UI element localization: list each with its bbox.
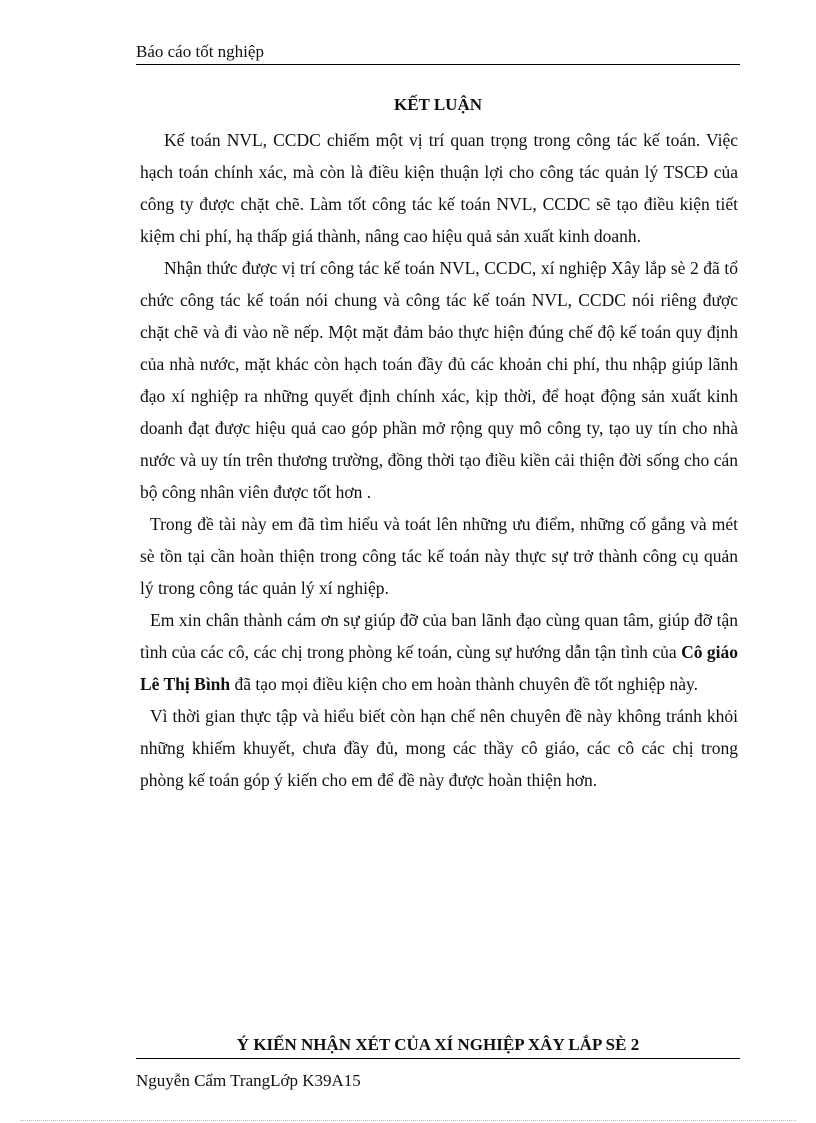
paragraph-3: Trong đề tài này em đã tìm hiểu và toát lên những ưu điểm, những cố gắng và mét sè tồn tại cần hoàn thiện trong công tác kế toán này thực sự trở thành công cụ quản lý trong công tác quản lý xí nghiệp. bbox=[140, 514, 738, 598]
paragraph-4-text-start: Em xin chân thành cám ơn sự giúp đỡ của ban lãnh đạo cùng quan tâm, giúp đỡ tận tình của các cô, các chị trong phòng kế toán, cùng sự hướng dẫn tận tình của bbox=[140, 610, 738, 662]
paragraph-1: Kế toán NVL, CCDC chiếm một vị trí quan trọng trong công tác kế toán. Việc hạch toán chính xác, mà còn là điều kiện thuận lợi cho công tác quản lý TSCĐ của công ty được chặt chẽ. Làm tốt công tác kế toán NVL, CCDC sẽ tạo điều kiện tiết kiệm chi phí, hạ thấp giá thành, nâng cao hiệu quả sản xuất kinh doanh. bbox=[140, 130, 738, 246]
page-edge-divider bbox=[20, 1120, 796, 1121]
conclusion-body bbox=[140, 124, 738, 796]
footer-text: Nguyễn Cẩm TrangLớp K39A15 bbox=[136, 1071, 361, 1090]
footer-heading: Ý KIẾN NHẬN XÉT CỦA XÍ NGHIỆP XÂY LẮP SÈ 2 bbox=[136, 1035, 740, 1059]
header-text: Báo cáo tốt nghiệp bbox=[136, 42, 264, 61]
paragraph-4-text-end: đã tạo mọi điều kiện cho em hoàn thành chuyên đề tốt nghiệp này. bbox=[230, 674, 698, 694]
paragraph-5: Vì thời gian thực tập và hiểu biết còn hạn chế nên chuyên đề này không tránh khỏi những khiếm khuyết, chưa đầy đủ, mong các thầy cô giáo, các cô các chị trong phòng kế toán góp ý kiến cho em để đề này được hoàn thiện hơn. bbox=[140, 706, 738, 790]
page-header bbox=[136, 42, 740, 65]
paragraph-4 bbox=[140, 604, 738, 700]
page-footer bbox=[136, 1071, 740, 1091]
page-title: KẾT LUẬN bbox=[393, 95, 482, 114]
paragraph-2: Nhận thức được vị trí công tác kế toán NVL, CCDC, xí nghiệp Xây lắp sè 2 đã tổ chức công tác kế toán nói chung và công tác kế toán NVL, CCDC nói riêng được chặt chẽ và đi vào nề nếp. Một mặt đảm bảo thực hiện đúng chế độ kế toán quy định của nhà nước, mặt khác còn hạch toán đầy đủ các khoản chi phí, thu nhập giúp lãnh đạo xí nghiệp ra những quyết định chính xác, kịp thời, để hoạt động sản xuất kinh doanh đạt được hiệu quả cao góp phần mở rộng quy mô công ty, tạo uy tín cho nhà nước và uy tín trên thương trường, đồng thời tạo điều kiền cải thiện đời sống cho cán bộ công nhân viên được tốt hơn . bbox=[140, 258, 738, 502]
supervisor-name: Cô giáo Lê Thị Bình bbox=[140, 642, 739, 694]
